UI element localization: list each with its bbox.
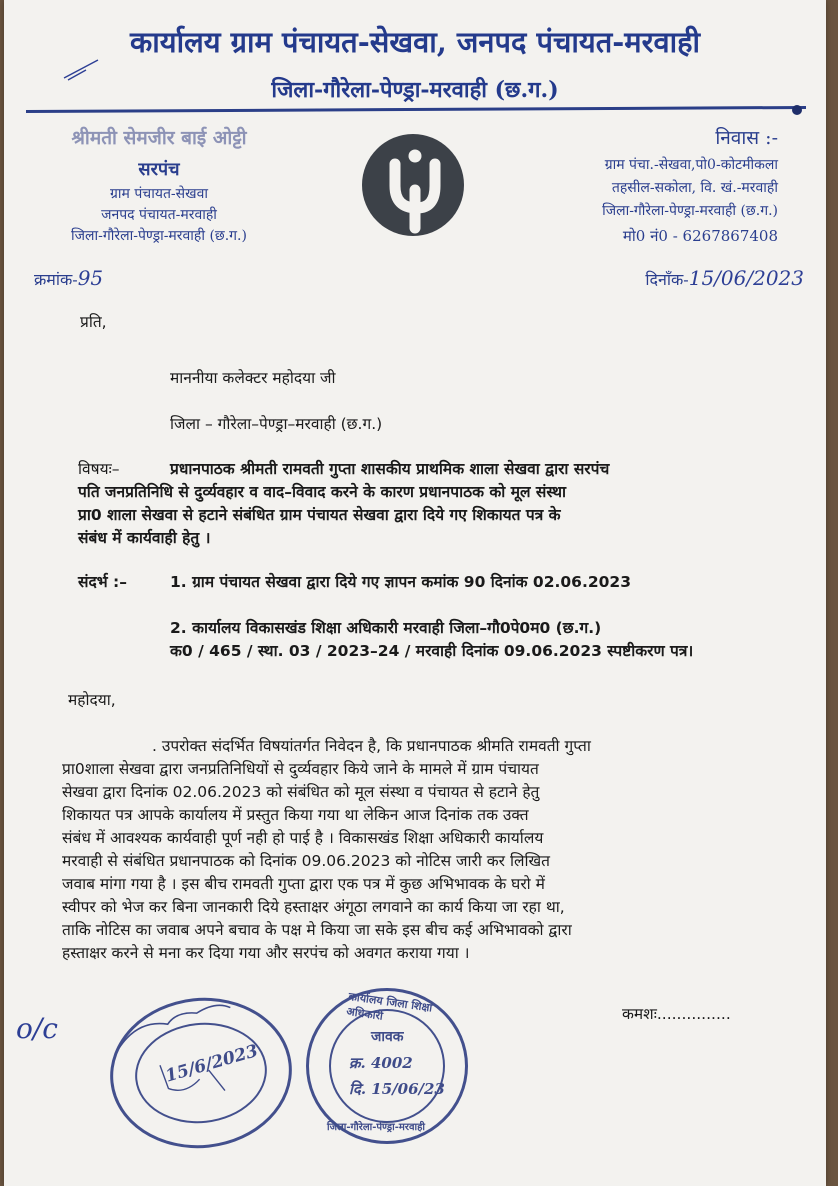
dispatch-stamp-ring-bottom: जिला-गौरेला-पेण्ड्रा-मरवाही: [327, 1122, 426, 1133]
received-stamp-date: 15/6/2023: [163, 1041, 261, 1087]
letter-page: [4, 0, 826, 1186]
body-line6: मरवाही से संबंधित प्रधानपाठक को दिनांक 09.06.2023 को नोटिस जारी कर लिखित: [62, 852, 551, 870]
office-title: कार्यालय ग्राम पंचायत-सेखवा, जनपद पंचायत-मरवाही: [129, 25, 701, 59]
subject-label: विषयः–: [78, 460, 120, 478]
dispatch-stamp-ring-text: कार्यालय जिला शिक्षा अधिकारी: [345, 989, 434, 1023]
sarpanch-designation: सरपंच: [138, 159, 180, 180]
subject-line2: पति जनप्रतिनिधि से दुर्व्यवहार व वाद–विवाद करने के कारण प्रधानपाठक को मूल संस्था: [78, 483, 566, 501]
letter-date-label: दिनाँक-: [645, 270, 689, 289]
received-stamp-signature: [106, 992, 296, 1154]
left-address-line3: जिला-गौरेला-पेण्ड्रा-मरवाही (छ.ग.): [71, 228, 247, 244]
office-district: जिला-गौरेला-पेण्ड्रा-मरवाही (छ.ग.): [271, 77, 559, 103]
header-rule: [26, 106, 806, 113]
right-address-line1: ग्राम पंचा.-सेखवा,पो0-कोटमीकला: [604, 157, 778, 173]
dispatch-stamp-number: क्र. 4002: [349, 1054, 413, 1072]
addressee-line2: जिला – गौरेला–पेण्ड्रा–मरवाही (छ.ग.): [170, 415, 383, 433]
addressee-line1: माननीया कलेक्टर महोदया जी: [170, 369, 336, 387]
received-stamp: [103, 989, 300, 1157]
reference-item2-line1: 2. कार्यालय विकासखंड शिक्षा अधिकारी मरवाही जिला–गौ0पे0म0 (छ.ग.): [170, 619, 602, 637]
body-line3: सेखवा द्वारा दिनांक 02.06.2023 को संबंधित को मूल संस्था व पंचायत से हटाने हेतु: [62, 783, 540, 801]
letter-date: [645, 266, 804, 290]
dispatch-stamp-heading: जावक: [371, 1029, 404, 1045]
reference-number-label: क्रमांक-: [34, 270, 78, 289]
reference-item1: 1. ग्राम पंचायत सेखवा द्वारा दिये गए ज्ञापन कमांक 90 दिनांक 02.06.2023: [170, 573, 631, 591]
subject-line1: प्रधानपाठक श्रीमती रामवती गुप्ता शासकीय प्राथमिक शाला सेखवा द्वारा सरपंच: [170, 460, 610, 478]
subject-line3: प्रा0 शाला सेखवा से हटाने संबंधित ग्राम पंचायत सेखवा द्वारा दिये गए शिकायत पत्र के: [78, 506, 561, 524]
prati: प्रति,: [80, 313, 107, 331]
panchayat-logo: [362, 134, 464, 236]
body-line7: जवाब मांगा गया है । इस बीच रामवती गुप्ता द्वारा एक पत्र में कुछ अभिभावक के घरो में: [62, 875, 545, 893]
reference-item2-line2: क0 / 465 / स्था. 03 / 2023–24 / मरवाही दिनांक 09.06.2023 स्पष्टीकरण पत्र।: [170, 642, 694, 660]
body-line4: शिकायत पत्र आपके कार्यालय में प्रस्तुत किया गया था लेकिन आज दिनांक तक उक्त: [62, 806, 529, 824]
body-line2: प्रा0शाला सेखवा द्वारा जनप्रतिनिधियों से दुर्व्यवहार किये जाने के मामले में ग्राम पंचायत: [62, 760, 539, 778]
left-address-line1: ग्राम पंचायत-सेखवा: [110, 186, 208, 202]
body-line10: हस्ताक्षर करने से मना कर दिया गया और सरपंच को अवगत कराया गया ।: [62, 944, 470, 962]
reference-number: [34, 266, 103, 290]
right-address-line2: तहसील-सकोला, वि. खं.-मरवाही: [611, 180, 778, 196]
letter-date-value: 15/06/2023: [688, 266, 804, 290]
body-line9: ताकि नोटिस का जवाब अपने बचाव के पक्ष मे किया जा सके इस बीच कई अभिभावको द्वारा: [62, 921, 572, 939]
dispatch-stamp: [306, 988, 468, 1144]
subject-line4: संबंध में कार्यवाही हेतु ।: [78, 529, 211, 547]
continued-mark: कमशः...............: [622, 1005, 731, 1023]
residence-heading: निवास :-: [715, 127, 778, 149]
body-line1: . उपरोक्त संदर्भित विषयांतर्गत निवेदन है, कि प्रधानपाठक श्रीमति रामवती गुप्ता: [152, 737, 591, 755]
reference-number-value: 95: [77, 266, 104, 290]
rule-end-dot: [792, 105, 802, 115]
phone-number: मो0 नं0 - 6267867408: [622, 227, 778, 245]
reference-label: संदर्भ :–: [78, 573, 127, 591]
pen-scribble-mark: [62, 56, 102, 82]
right-address-line3: जिला-गौरेला-पेण्ड्रा-मरवाही (छ.ग.): [602, 203, 778, 219]
left-address-line2: जनपद पंचायत-मरवाही: [101, 207, 217, 223]
body-line8: स्वीपर को भेज कर बिना जानकारी दिये हस्ताक्षर अंगूठा लगवाने का कार्य किया जा रहा था,: [62, 898, 565, 916]
body-line5: संबंध में आवश्यक कार्यवाही पूर्ण नही हो पाई है । विकासखंड शिक्षा अधिकारी कार्यालय: [62, 829, 544, 847]
salutation: महोदया,: [68, 691, 116, 709]
dispatch-stamp-date: दि. 15/06/23: [349, 1080, 445, 1098]
margin-note: o/c: [16, 1012, 58, 1045]
sarpanch-name: श्रीमती सेमजीर बाई ओट्टी: [71, 127, 247, 149]
panchayat-logo-icon: [362, 134, 464, 236]
